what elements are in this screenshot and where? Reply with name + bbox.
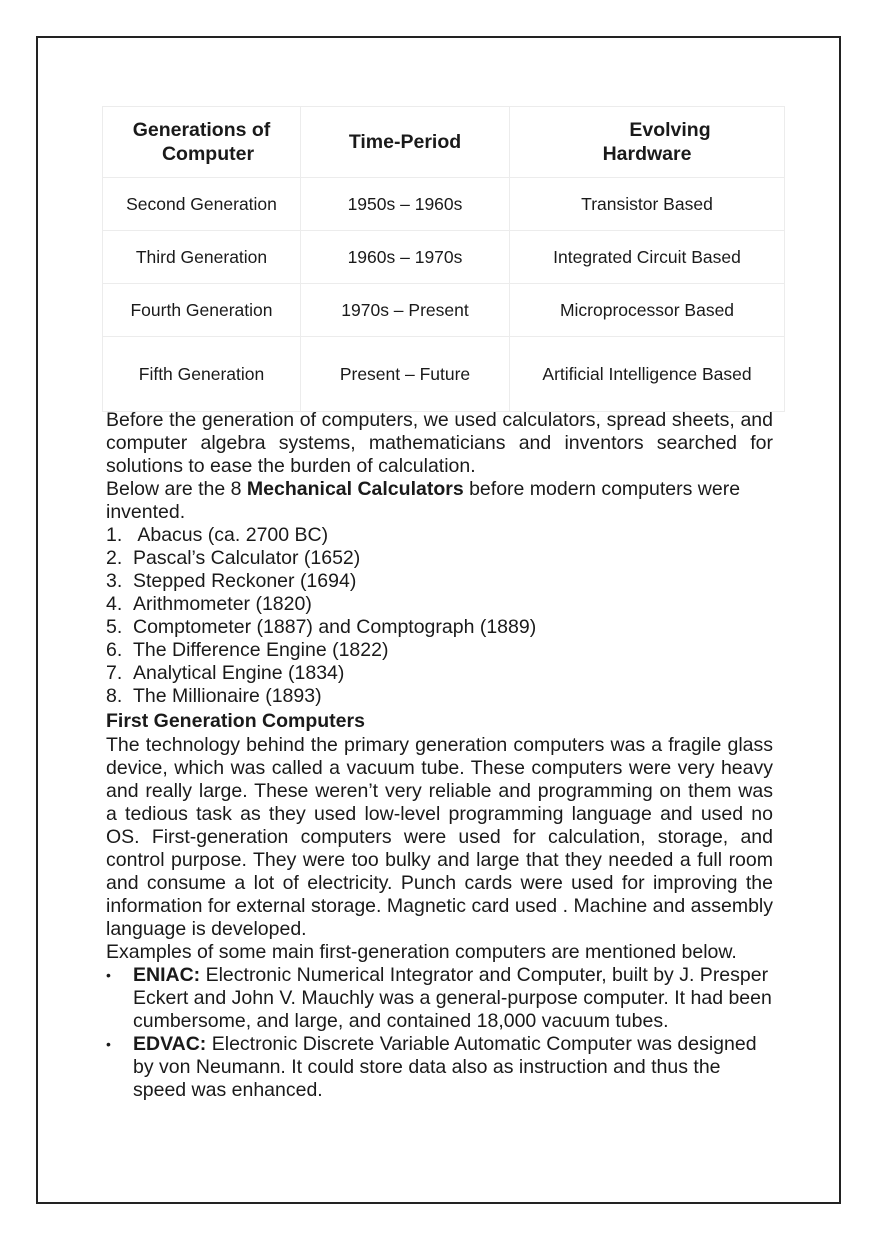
table-cell: Transistor Based — [510, 178, 785, 231]
examples-intro: Examples of some main first-generation computers are mentioned below. — [106, 941, 737, 963]
document-body — [106, 409, 773, 1102]
list-text — [133, 964, 773, 1033]
header-line: Computer — [161, 143, 255, 165]
list-text: Arithmometer (1820) — [133, 593, 312, 615]
table-cell: 1960s – 1970s — [301, 231, 510, 284]
table-cell: Artificial Intelligence Based — [510, 337, 785, 412]
header-time-period: Time-Period — [301, 107, 510, 178]
list-number: 1. — [106, 524, 123, 546]
list-item — [106, 570, 773, 593]
list-item — [106, 524, 773, 547]
section-heading: First Generation Computers — [106, 710, 365, 732]
calculators-intro — [106, 478, 773, 524]
table-cell: Second Generation — [103, 178, 301, 231]
generations-table — [102, 106, 785, 412]
list-number: 3. — [106, 570, 123, 592]
first-gen-paragraph: The technology behind the primary generation computers was a fragile glass device, which was called a vacuum tube. These computers were very heavy and really large. These weren’t very reliable and programming on them was a tedious task as they used low-level programming language and used no OS. First-generation computers were used for calculation, storage, and control purpose. They were too bulky and large that they needed a full room and consume a lot of electricity. Punch cards were used for improving the information for external storage. Magnetic card used . Machine and assembly language is developed. — [106, 734, 773, 940]
text-span: before modern computers were invented. — [106, 478, 741, 523]
list-item — [106, 1033, 773, 1102]
table-cell: Fifth Generation — [103, 337, 301, 412]
table-row — [103, 231, 785, 284]
table-cell: Third Generation — [103, 231, 301, 284]
header-generations — [103, 107, 301, 178]
list-item — [106, 964, 773, 1033]
list-number: 6. — [106, 639, 123, 661]
list-item — [106, 662, 773, 685]
text-span: Electronic Discrete Variable Automatic Computer was designed by von Neumann. It could store data also as instruction and thus the speed was enhanced. — [133, 1033, 757, 1101]
list-text: Analytical Engine (1834) — [133, 662, 345, 684]
list-number: 4. — [106, 593, 123, 615]
list-number: 8. — [106, 685, 123, 707]
header-line: Generations of — [132, 119, 271, 141]
bold-term: ENIAC: — [133, 964, 201, 986]
text-span: Electronic Numerical Integrator and Computer, built by J. Presper Eckert and John V. Mauchly was a general-purpose computer. It had been cumbersome, and large, and contained 18,000 vacuum tubes. — [133, 964, 772, 1032]
bold-term: Mechanical Calculators — [246, 478, 464, 500]
table-cell: Fourth Generation — [103, 284, 301, 337]
bullet-icon: • — [106, 1036, 111, 1052]
list-item — [106, 616, 773, 639]
list-number: 5. — [106, 616, 123, 638]
table-cell: Microprocessor Based — [510, 284, 785, 337]
table-header-row — [103, 107, 785, 178]
calculators-list — [106, 524, 773, 708]
bold-term: EDVAC: — [133, 1033, 207, 1055]
header-line: Hardware — [602, 143, 692, 165]
list-number: 7. — [106, 662, 123, 684]
table-cell: Integrated Circuit Based — [510, 231, 785, 284]
header-line: Evolving — [629, 119, 711, 141]
list-number: 2. — [106, 547, 123, 569]
table-cell: 1950s – 1960s — [301, 178, 510, 231]
list-text: The Millionaire (1893) — [133, 685, 322, 707]
bullet-icon: • — [106, 967, 111, 983]
examples-list — [106, 964, 773, 1102]
list-item — [106, 639, 773, 662]
list-item — [106, 685, 773, 708]
list-text: The Difference Engine (1822) — [133, 639, 389, 661]
header-evolving-hardware — [510, 107, 785, 178]
list-text — [133, 1033, 773, 1102]
list-text: Pascal’s Calculator (1652) — [133, 547, 361, 569]
list-item — [106, 593, 773, 616]
table-cell: Present – Future — [301, 337, 510, 412]
list-text: Comptometer (1887) and Comptograph (1889) — [133, 616, 537, 638]
table-row — [103, 284, 785, 337]
list-text: Abacus (ca. 2700 BC) — [133, 524, 329, 546]
intro-paragraph: Before the generation of computers, we used calculators, spread sheets, and computer algebra systems, mathematicians and inventors searched for solutions to ease the burden of calculation. — [106, 409, 773, 477]
text-span: Below are the 8 — [106, 478, 247, 500]
list-item — [106, 547, 773, 570]
list-text: Stepped Reckoner (1694) — [133, 570, 357, 592]
table-row — [103, 178, 785, 231]
table-cell: 1970s – Present — [301, 284, 510, 337]
table-row — [103, 337, 785, 412]
